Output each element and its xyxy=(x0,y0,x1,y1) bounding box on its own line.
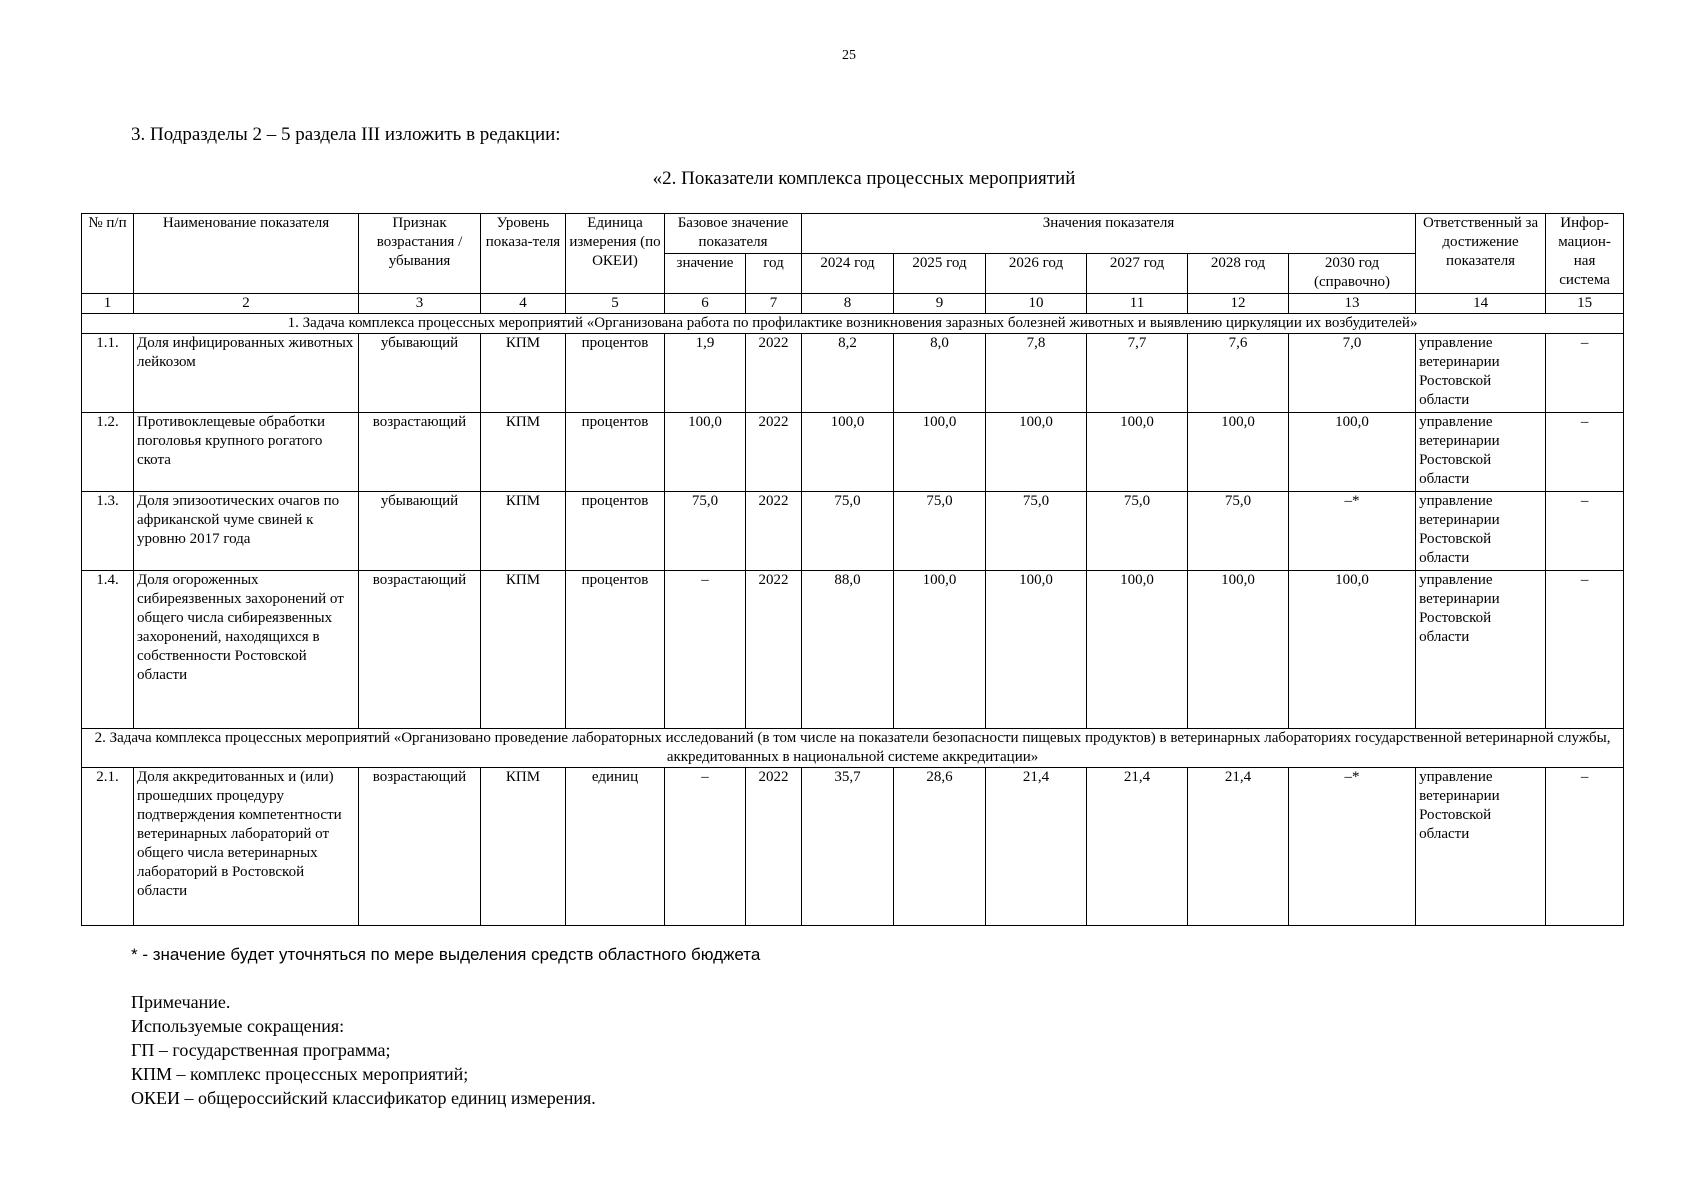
column-number-row xyxy=(82,294,1624,314)
base-year-cell: 2022 xyxy=(746,413,802,492)
task-row-1 xyxy=(82,314,1624,334)
header-base: Базовое значение показателя xyxy=(665,214,802,254)
value-2024: 88,0 xyxy=(802,571,894,729)
base-value-cell: – xyxy=(665,768,746,926)
value-2030: 100,0 xyxy=(1289,413,1416,492)
value-2027: 100,0 xyxy=(1087,413,1188,492)
table-row xyxy=(82,492,1624,571)
intro-paragraph: 3. Подразделы 2 – 5 раздела III изложить в редакции: xyxy=(131,124,561,145)
base-year-cell: 2022 xyxy=(746,571,802,729)
value-2025: 100,0 xyxy=(894,571,986,729)
header-base-value: значение xyxy=(665,254,746,294)
sign-cell: возрастающий xyxy=(359,768,481,926)
value-2027: 21,4 xyxy=(1087,768,1188,926)
sign-cell: возрастающий xyxy=(359,413,481,492)
header-2025: 2025 год xyxy=(894,254,986,294)
column-number: 10 xyxy=(986,294,1087,314)
info-system-cell: – xyxy=(1546,571,1624,729)
unit-cell: процентов xyxy=(566,413,665,492)
unit-cell: процентов xyxy=(566,571,665,729)
notes-title: Примечание. xyxy=(131,992,231,1012)
header-num: № п/п xyxy=(82,214,134,294)
header-base-year: год xyxy=(746,254,802,294)
responsible-cell: управление ветеринарии Ростовской области xyxy=(1416,768,1546,926)
abbreviation-okei: ОКЕИ – общероссийский классификатор единиц измерения. xyxy=(131,1088,596,1108)
value-2026: 75,0 xyxy=(986,492,1087,571)
column-number: 7 xyxy=(746,294,802,314)
task-row-2 xyxy=(82,729,1624,768)
value-2028: 75,0 xyxy=(1188,492,1289,571)
value-2028: 100,0 xyxy=(1188,413,1289,492)
table-row xyxy=(82,768,1624,926)
column-number: 14 xyxy=(1416,294,1546,314)
info-system-cell: – xyxy=(1546,334,1624,413)
value-2026: 100,0 xyxy=(986,413,1087,492)
base-value-cell: 75,0 xyxy=(665,492,746,571)
page-number: 25 xyxy=(842,48,856,63)
column-number: 1 xyxy=(82,294,134,314)
value-2026: 7,8 xyxy=(986,334,1087,413)
header-values: Значения показателя xyxy=(802,214,1416,254)
value-2025: 100,0 xyxy=(894,413,986,492)
sign-cell: убывающий xyxy=(359,492,481,571)
value-2028: 100,0 xyxy=(1188,571,1289,729)
level-cell: КПМ xyxy=(481,334,566,413)
value-2026: 100,0 xyxy=(986,571,1087,729)
table-row xyxy=(82,334,1624,413)
abbreviation-kpm: КПМ – комплекс процессных мероприятий; xyxy=(131,1064,469,1084)
value-2025: 28,6 xyxy=(894,768,986,926)
base-year-cell: 2022 xyxy=(746,334,802,413)
info-system-cell: – xyxy=(1546,413,1624,492)
column-number: 5 xyxy=(566,294,665,314)
indicator-name: Доля инфицированных животных лейкозом xyxy=(134,334,359,413)
header-level: Уровень показа-теля xyxy=(481,214,566,294)
indicator-name: Доля огороженных сибиреязвенных захоронений от общего числа сибиреязвенных захоронений, находящихся в собственности Ростовской области xyxy=(134,571,359,729)
sign-cell: возрастающий xyxy=(359,571,481,729)
unit-cell: процентов xyxy=(566,334,665,413)
indicator-name: Противоклещевые обработки поголовья крупного рогатого скота xyxy=(134,413,359,492)
task-title: 1. Задача комплекса процессных мероприятий «Организована работа по профилактике возникновения заразных болезней животных и выявлению циркуляции их возбудителей» xyxy=(82,314,1624,334)
column-number: 8 xyxy=(802,294,894,314)
value-2028: 21,4 xyxy=(1188,768,1289,926)
base-value-cell: 1,9 xyxy=(665,334,746,413)
header-2027: 2027 год xyxy=(1087,254,1188,294)
responsible-cell: управление ветеринарии Ростовской области xyxy=(1416,571,1546,729)
value-2027: 7,7 xyxy=(1087,334,1188,413)
row-num: 1.4. xyxy=(82,571,134,729)
header-info-system: Инфор-мацион-ная система xyxy=(1546,214,1624,294)
value-2027: 75,0 xyxy=(1087,492,1188,571)
value-2030: –* xyxy=(1289,492,1416,571)
responsible-cell: управление ветеринарии Ростовской области xyxy=(1416,334,1546,413)
base-year-cell: 2022 xyxy=(746,768,802,926)
column-number: 3 xyxy=(359,294,481,314)
row-num: 1.1. xyxy=(82,334,134,413)
level-cell: КПМ xyxy=(481,413,566,492)
indicators-table xyxy=(81,213,1624,926)
value-2027: 100,0 xyxy=(1087,571,1188,729)
task-title: 2. Задача комплекса процессных мероприятий «Организовано проведение лабораторных исследований (в том числе на показатели безопасности пищевых продуктов) в ветеринарных лабораториях государственной ветеринарной службы, аккредитованных в национальной системе аккредитации» xyxy=(82,729,1624,768)
value-2024: 35,7 xyxy=(802,768,894,926)
table-row xyxy=(82,571,1624,729)
column-number: 15 xyxy=(1546,294,1624,314)
header-2024: 2024 год xyxy=(802,254,894,294)
base-value-cell: – xyxy=(665,571,746,729)
info-system-cell: – xyxy=(1546,768,1624,926)
column-number: 9 xyxy=(894,294,986,314)
level-cell: КПМ xyxy=(481,768,566,926)
header-2028: 2028 год xyxy=(1188,254,1289,294)
indicator-name: Доля аккредитованных и (или) прошедших процедуру подтверждения компетентности ветеринарных лабораторий от общего числа ветеринарных лабораторий в Ростовской области xyxy=(134,768,359,926)
level-cell: КПМ xyxy=(481,571,566,729)
header-responsible: Ответственный за достижение показателя xyxy=(1416,214,1546,294)
header-name: Наименование показателя xyxy=(134,214,359,294)
base-value-cell: 100,0 xyxy=(665,413,746,492)
section-title: «2. Показатели комплекса процессных мероприятий xyxy=(652,168,1076,189)
base-year-cell: 2022 xyxy=(746,492,802,571)
level-cell: КПМ xyxy=(481,492,566,571)
column-number: 11 xyxy=(1087,294,1188,314)
header-2026: 2026 год xyxy=(986,254,1087,294)
column-number: 13 xyxy=(1289,294,1416,314)
value-2025: 8,0 xyxy=(894,334,986,413)
unit-cell: единиц xyxy=(566,768,665,926)
value-2024: 100,0 xyxy=(802,413,894,492)
value-2026: 21,4 xyxy=(986,768,1087,926)
value-2030: 100,0 xyxy=(1289,571,1416,729)
responsible-cell: управление ветеринарии Ростовской области xyxy=(1416,492,1546,571)
info-system-cell: – xyxy=(1546,492,1624,571)
column-number: 4 xyxy=(481,294,566,314)
abbreviations-title: Используемые сокращения: xyxy=(131,1016,345,1036)
value-2024: 75,0 xyxy=(802,492,894,571)
footnote: * - значение будет уточняться по мере выделения средств областного бюджета xyxy=(131,945,761,964)
unit-cell: процентов xyxy=(566,492,665,571)
indicator-name: Доля эпизоотических очагов по африканской чуме свиней к уровню 2017 года xyxy=(134,492,359,571)
value-2025: 75,0 xyxy=(894,492,986,571)
abbreviation-gp: ГП – государственная программа; xyxy=(131,1040,391,1060)
header-sign: Признак возрастания / убывания xyxy=(359,214,481,294)
notes-block xyxy=(131,990,596,1110)
value-2024: 8,2 xyxy=(802,334,894,413)
sign-cell: убывающий xyxy=(359,334,481,413)
responsible-cell: управление ветеринарии Ростовской области xyxy=(1416,413,1546,492)
table-row xyxy=(82,413,1624,492)
row-num: 1.3. xyxy=(82,492,134,571)
value-2030: –* xyxy=(1289,768,1416,926)
row-num: 1.2. xyxy=(82,413,134,492)
value-2028: 7,6 xyxy=(1188,334,1289,413)
row-num: 2.1. xyxy=(82,768,134,926)
value-2030: 7,0 xyxy=(1289,334,1416,413)
column-number: 6 xyxy=(665,294,746,314)
column-number: 2 xyxy=(134,294,359,314)
header-unit: Единица измерения (по ОКЕИ) xyxy=(566,214,665,294)
column-number: 12 xyxy=(1188,294,1289,314)
header-2030: 2030 год (справочно) xyxy=(1289,254,1416,294)
